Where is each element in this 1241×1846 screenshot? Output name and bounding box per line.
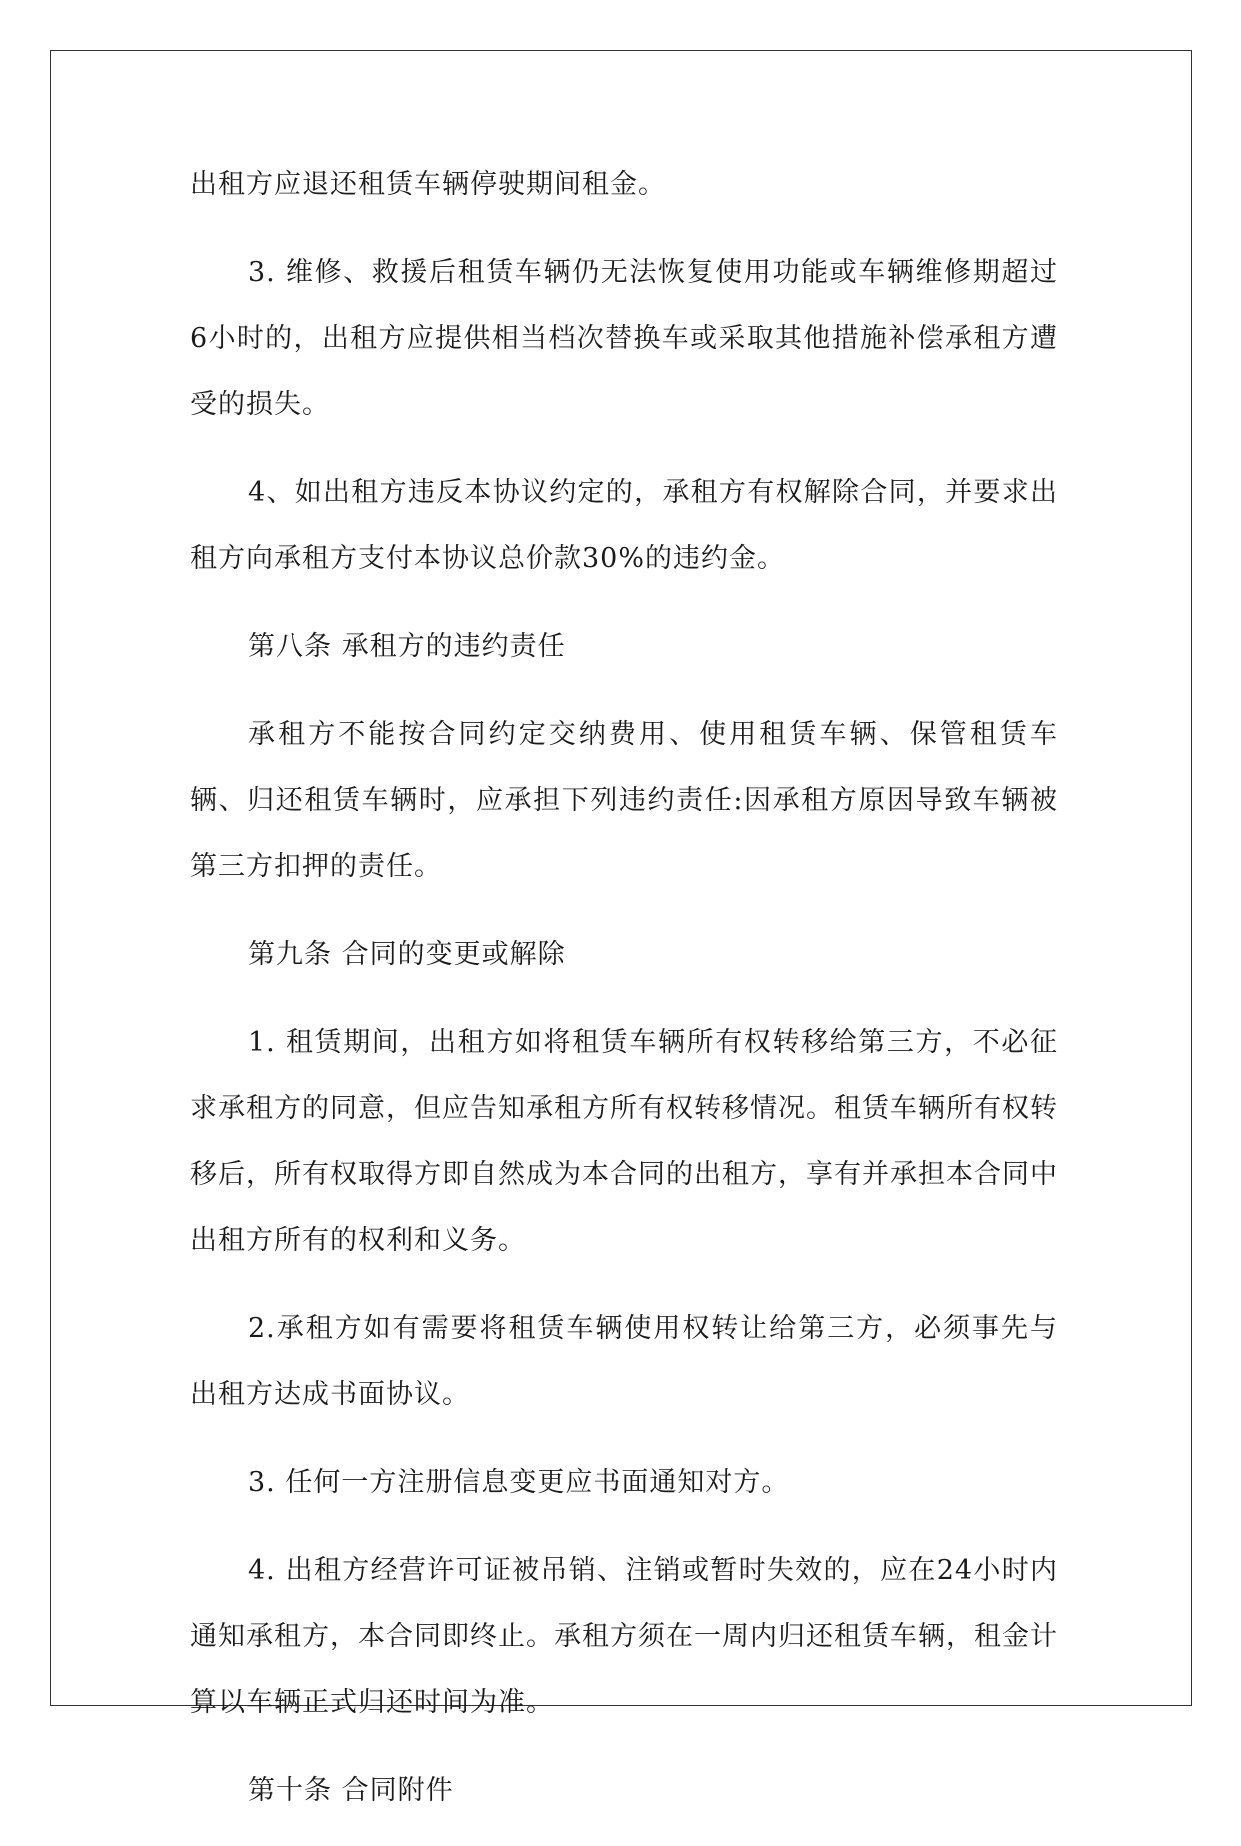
section-heading-10: 第十条 合同附件: [248, 1775, 454, 1806]
paragraph-7: 2.承租方如有需要将租赁车辆使用权转让给第三方，必须事先与出租方达成书面协议。: [190, 1313, 1058, 1410]
paragraph-1: 3. 维修、救援后租赁车辆仍无法恢复使用功能或车辆维修期超过6小时的，出租方应提供相当档次替换车或采取其他措施补偿承租方遭受的损失。: [190, 257, 1058, 420]
section-heading-8: 第八条 承租方的违约责任: [248, 631, 566, 662]
paragraph-4: 承租方不能按合同约定交纳费用、使用租赁车辆、保管租赁车辆、归还租赁车辆时，应承担下列违约责任:因承租方原因导致车辆被第三方扣押的责任。: [190, 719, 1058, 882]
paragraph-9: 4. 出租方经营许可证被吊销、注销或暂时失效的，应在24小时内通知承租方，本合同即终止。承租方须在一周内归还租赁车辆，租金计算以车辆正式归还时间为准。: [190, 1555, 1058, 1718]
paragraph-6: 1. 租赁期间，出租方如将租赁车辆所有权转移给第三方，不必征求承租方的同意，但应告知承租方所有权转移情况。租赁车辆所有权转移后，所有权取得方即自然成为本合同的出租方，享有并承担本合同中出租方所有的权利和义务。: [190, 1027, 1058, 1256]
paragraph-2: 4、如出租方违反本协议约定的，承租方有权解除合同，并要求出租方向承租方支付本协议总价款30%的违约金。: [190, 477, 1058, 574]
paragraph-0: 出租方应退还租赁车辆停驶期间租金。: [190, 169, 666, 200]
paragraph-8: 3. 任何一方注册信息变更应书面通知对方。: [248, 1467, 790, 1498]
section-heading-9: 第九条 合同的变更或解除: [248, 939, 566, 970]
document-body: [190, 152, 1058, 1846]
